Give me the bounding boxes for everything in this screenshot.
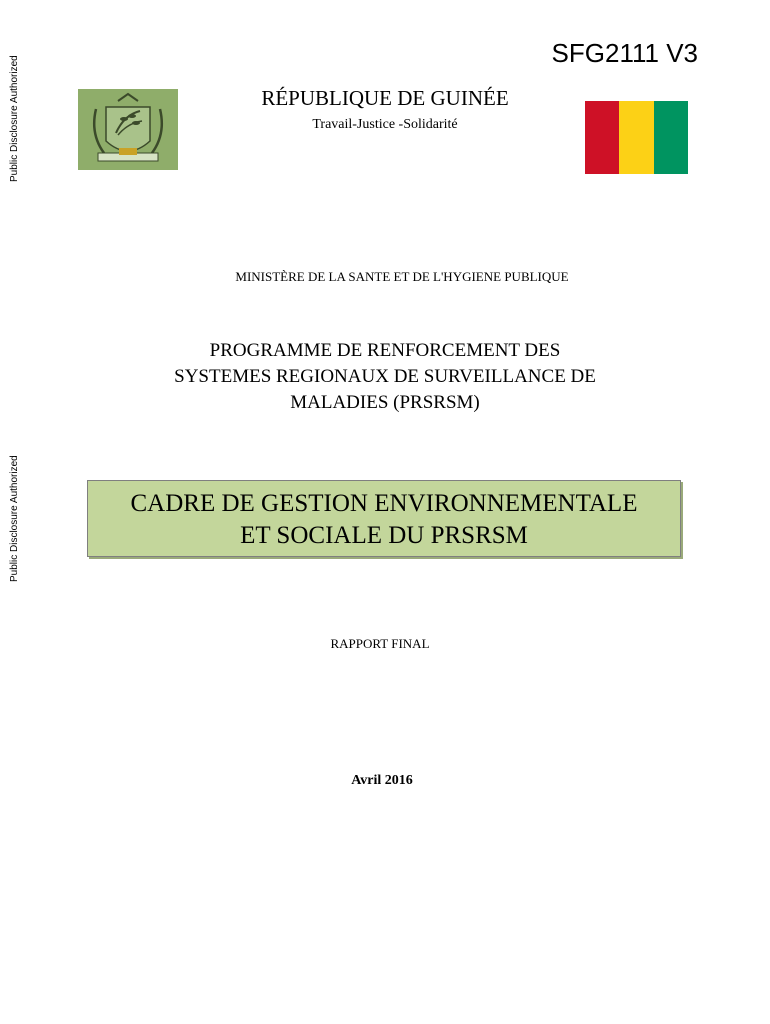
public-disclosure-label-top: Public Disclosure Authorized	[9, 55, 20, 182]
document-title-box	[87, 480, 681, 557]
programme-title-line: MALADIES (PRSRSM)	[290, 392, 480, 413]
country-name: RÉPUBLIQUE DE GUINÉE	[261, 86, 509, 110]
flag-stripe-red	[585, 101, 619, 174]
document-title-line: ET SOCIALE DU PRSRSM	[240, 522, 528, 549]
public-disclosure-label-middle: Public Disclosure Authorized	[9, 455, 20, 582]
national-motto: Travail-Justice -Solidarité	[312, 117, 458, 132]
coat-of-arms-icon	[78, 89, 178, 170]
programme-title-line: PROGRAMME DE RENFORCEMENT DES	[209, 340, 561, 361]
document-title-line: CADRE DE GESTION ENVIRONNEMENTALE	[130, 490, 638, 517]
programme-title	[100, 338, 670, 416]
ministry-name: MINISTÈRE DE LA SANTE ET DE L'HYGIENE PUBLIQUE	[235, 269, 569, 284]
publication-date: Avril 2016	[351, 773, 413, 788]
flag-stripe-yellow	[619, 101, 653, 174]
programme-title-line: SYSTEMES REGIONAUX DE SURVEILLANCE DE	[174, 366, 596, 387]
report-type: RAPPORT FINAL	[330, 636, 430, 651]
document-id: SFG2111 V3	[551, 38, 698, 68]
flag-stripe-green	[654, 101, 688, 174]
guinea-flag-icon	[585, 101, 688, 174]
